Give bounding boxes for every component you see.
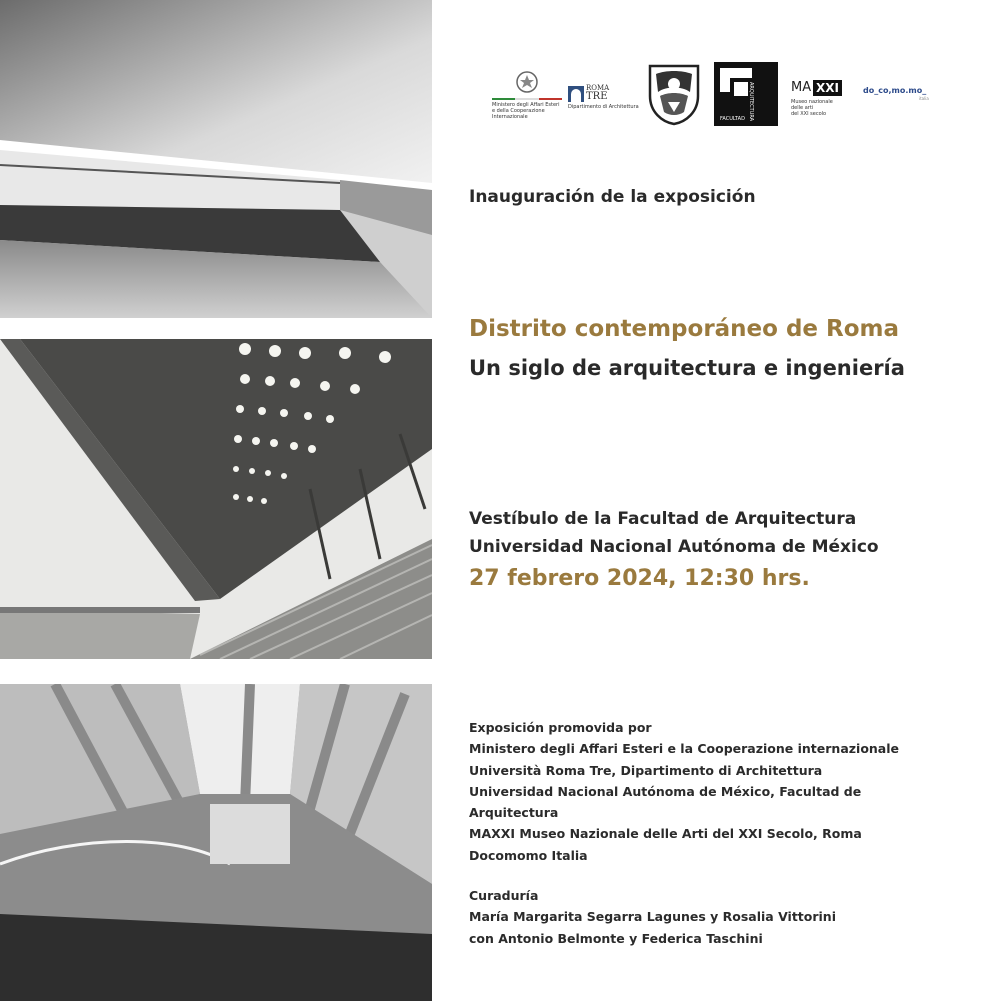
unam-shield-logo <box>646 62 702 126</box>
museum-interior-photo <box>0 684 432 1001</box>
facultad-text: FACULTAD <box>720 116 745 122</box>
sponsor-logos <box>488 62 978 132</box>
curator-item: con Antonio Belmonte y Federica Taschini <box>469 930 763 946</box>
promoter-item: Arquitectura <box>469 805 559 821</box>
exhibition-title: Distrito contemporáneo de Roma <box>469 316 900 342</box>
docomomo-subtitle: italia <box>919 96 929 101</box>
roma-tre-arch-icon <box>568 86 584 102</box>
roma-tre-top: ROMA <box>586 84 610 92</box>
credits-spacer <box>469 866 939 885</box>
docomomo-text: do_co,mo.mo_ <box>863 86 927 95</box>
italian-ministry-logo <box>488 70 566 120</box>
venue-line-2: Universidad Nacional Autónoma de México <box>469 537 879 557</box>
roma-tre-logo <box>568 84 643 124</box>
facultad-arquitectura-logo <box>714 62 778 126</box>
venue-line-1: Vestíbulo de la Facultad de Arquitectura <box>469 509 857 529</box>
exhibition-subtitle: Un siglo de arquitectura e ingeniería <box>469 356 905 380</box>
maxxi-logo <box>791 80 857 128</box>
promoter-item: Ministero degli Affari Esteri e la Cooperazione internazionale <box>469 741 899 757</box>
promoter-item: Docomomo Italia <box>469 847 588 863</box>
italian-ministry-text: Ministero degli Affari Esteri e della Cooperazione Internazionale <box>492 102 560 120</box>
roma-tre-bottom: TRE <box>586 91 608 102</box>
arquitectura-vertical-text: ARQUITECTURA <box>748 82 754 122</box>
maxxi-xxi: XXI <box>813 80 842 96</box>
maxxi-ma: MA <box>791 80 812 95</box>
maxxi-subtitle: Museo nazionale delle arti del XXI secolo <box>791 99 833 117</box>
docomomo-logo <box>863 86 943 110</box>
roma-tre-subtitle: Dipartimento di Architettura <box>568 104 639 110</box>
unam-shield-icon <box>646 62 702 126</box>
stadium-photo <box>0 339 432 659</box>
curation-heading: Curaduría <box>469 888 539 904</box>
promoter-item: MAXXI Museo Nazionale delle Arti del XXI Secolo, Roma <box>469 826 862 842</box>
pool-photo <box>0 0 432 318</box>
curator-item: María Margarita Segarra Lagunes y Rosalia Vittorini <box>469 909 836 925</box>
event-date: 27 febrero 2024, 12:30 hrs. <box>469 566 810 591</box>
inauguration-heading: Inauguración de la exposición <box>469 187 756 207</box>
promoter-item: Università Roma Tre, Dipartimento di Architettura <box>469 762 823 778</box>
promoted-heading: Exposición promovida por <box>469 720 652 735</box>
promoter-item: Universidad Nacional Autónoma de México, Facultad de <box>469 783 862 799</box>
credits-block <box>469 717 939 949</box>
